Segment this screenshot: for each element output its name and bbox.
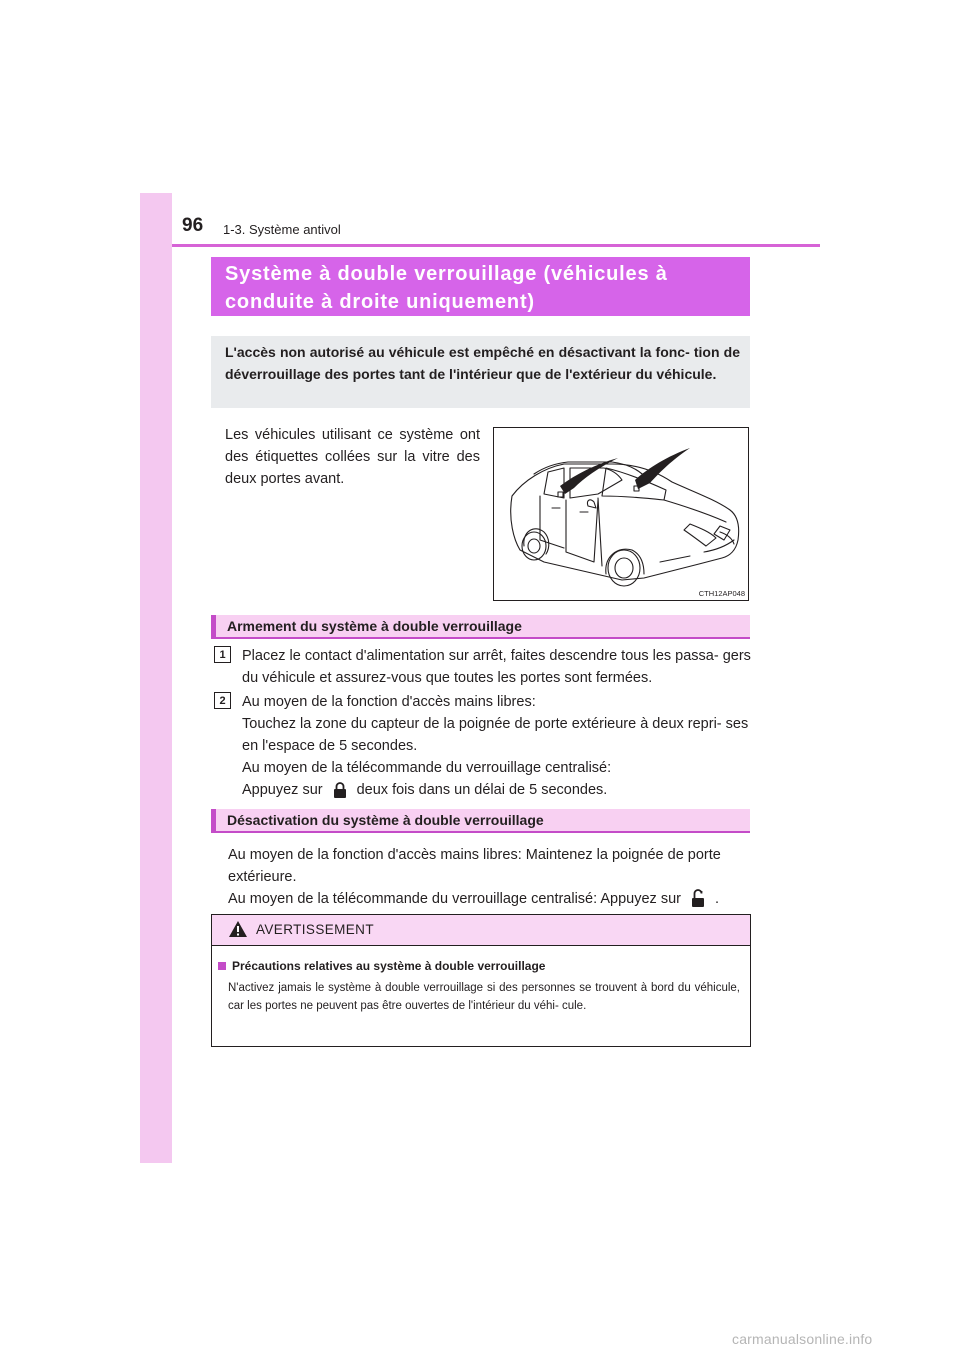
step-number: 1 — [214, 646, 231, 663]
section-title-line2: conduite à droite uniquement) — [225, 291, 535, 313]
square-bullet-icon — [218, 962, 226, 970]
warning-subtitle-text: Précautions relatives au système à double verrouillage — [232, 959, 546, 973]
chapter-title: 1-3. Système antivol — [223, 222, 341, 237]
deactivation-line2 — [228, 888, 750, 915]
lock-open-icon — [691, 888, 705, 915]
step-2-line1: Au moyen de la fonction d'accès mains libres: — [242, 694, 536, 710]
step-2-line2: Touchez la zone du capteur de la poignée de porte extérieure à deux repri- ses en l'espace de 5 secondes. — [242, 716, 749, 754]
figure-code: CTH12AP048 — [698, 589, 745, 598]
deactivation-line1: Au moyen de la fonction d'accès mains libres: Maintenez la poignée de porte extérieure. — [228, 847, 721, 885]
warning-header — [212, 915, 750, 946]
deactivation-line2-prefix: Au moyen de la télécommande du verrouillage centralisé: Appuyez sur — [228, 891, 681, 907]
step-1 — [214, 645, 754, 689]
deactivation-header: Désactivation du système à double verrouillage — [211, 809, 750, 833]
step-text — [242, 691, 754, 806]
warning-triangle-icon — [228, 920, 248, 943]
step-2 — [214, 691, 754, 806]
step-text: Placez le contact d'alimentation sur arrêt, faites descendre tous les passa- gers du véhicule et assurez-vous que toutes les portes sont fermées. — [242, 648, 751, 686]
arming-header: Armement du système à double verrouillage — [211, 615, 750, 639]
warning-body — [212, 946, 750, 1015]
deactivation-text — [228, 844, 750, 915]
header-rule — [172, 244, 820, 247]
step-2-line4-prefix: Appuyez sur — [242, 782, 323, 798]
car-illustration — [493, 427, 749, 601]
car-with-labels-icon — [494, 428, 749, 601]
section-title — [211, 257, 750, 316]
step-2-line4 — [242, 779, 754, 806]
page-number: 96 — [182, 215, 204, 236]
watermark: carmanualsonline.info — [732, 1331, 873, 1347]
side-tab — [140, 193, 172, 1163]
lead-text: Les véhicules utilisant ce système ont des étiquettes collées sur la vitre des deux portes avant. — [225, 427, 480, 487]
intro-box: L'accès non autorisé au véhicule est empêché en désactivant la fonc- tion de déverrouillage des portes tant de l'intérieur que de l'extérieur du véhicule. — [211, 336, 750, 408]
section-title-line1: Système à double verrouillage (véhicules à — [225, 263, 668, 285]
warning-subtitle — [218, 957, 740, 975]
lock-closed-icon — [333, 781, 347, 806]
warning-title: AVERTISSEMENT — [256, 922, 374, 937]
step-2-line4-suffix: deux fois dans un délai de 5 secondes. — [356, 782, 608, 798]
warning-text: N'activez jamais le système à double verrouillage si des personnes se trouvent à bord du véhicule, car les portes ne peuvent pas être ouvertes de l'intérieur du véhi- cule. — [228, 982, 740, 1012]
step-number: 2 — [214, 692, 231, 709]
step-2-line3: Au moyen de la télécommande du verrouillage centralisé: — [242, 760, 612, 776]
deactivation-line2-suffix: . — [714, 891, 720, 907]
warning-box — [211, 914, 751, 1047]
